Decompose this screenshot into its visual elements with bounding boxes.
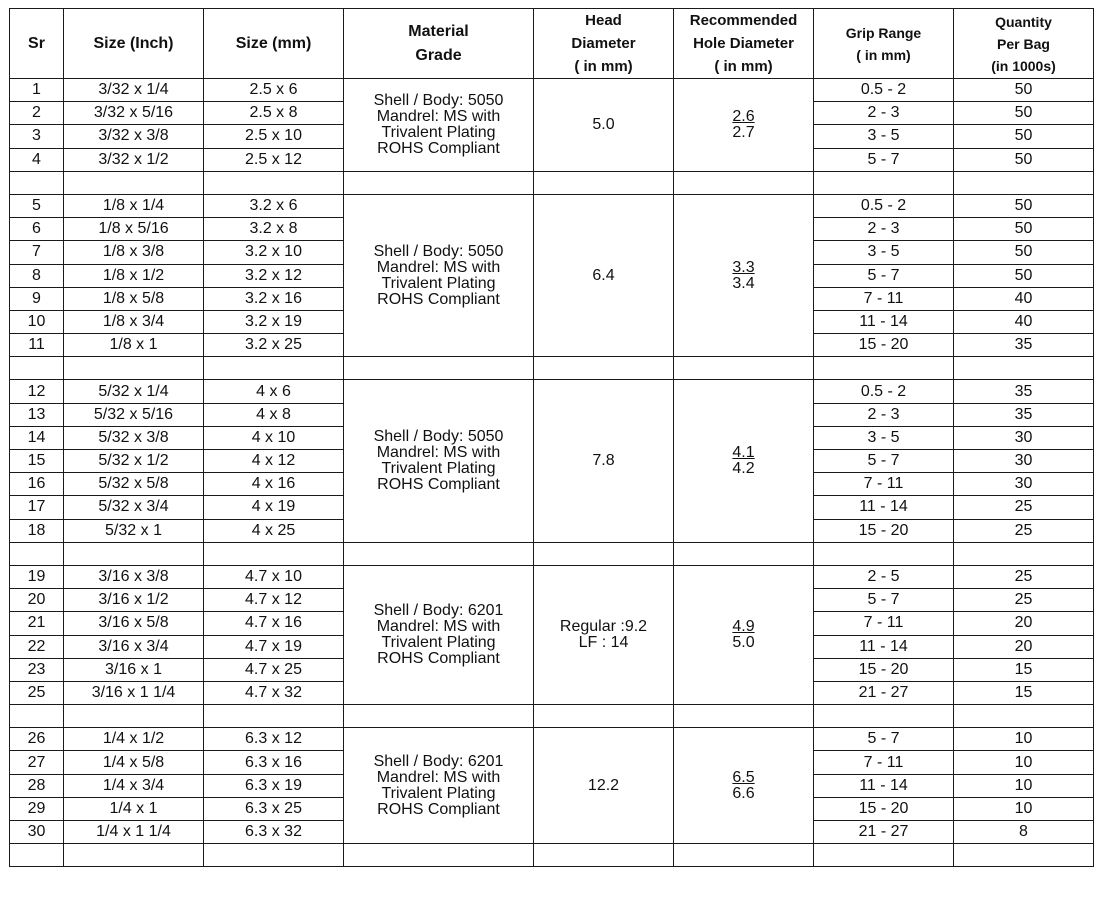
table-row bbox=[10, 194, 1094, 217]
empty-cell bbox=[674, 171, 814, 194]
empty-cell bbox=[344, 705, 534, 728]
cell-sr: 26 bbox=[10, 728, 64, 751]
header-head-diameter bbox=[534, 9, 674, 79]
cell-grip-range: 15 - 20 bbox=[814, 519, 954, 542]
cell-size-inch: 1/4 x 1/2 bbox=[64, 728, 204, 751]
cell-quantity: 35 bbox=[954, 334, 1094, 357]
cell-size-inch: 1/8 x 1 bbox=[64, 334, 204, 357]
cell-quantity: 50 bbox=[954, 148, 1094, 171]
material-grade-line: Mandrel: MS with bbox=[376, 107, 501, 125]
empty-cell bbox=[954, 844, 1094, 867]
header-hole-diameter-line: ( in mm) bbox=[714, 58, 773, 75]
cell-sr: 17 bbox=[10, 496, 64, 519]
cell-size-mm: 4 x 10 bbox=[204, 426, 344, 449]
material-grade-line: Mandrel: MS with bbox=[376, 768, 501, 786]
cell-quantity: 10 bbox=[954, 774, 1094, 797]
empty-cell bbox=[954, 171, 1094, 194]
empty-cell bbox=[954, 542, 1094, 565]
cell-material-grade bbox=[344, 728, 534, 844]
empty-cell bbox=[534, 542, 674, 565]
cell-sr: 22 bbox=[10, 635, 64, 658]
hole-diameter-max: 6.6 bbox=[732, 784, 755, 802]
cell-size-inch: 1/4 x 1 1/4 bbox=[64, 821, 204, 844]
cell-quantity: 20 bbox=[954, 612, 1094, 635]
cell-quantity: 50 bbox=[954, 264, 1094, 287]
cell-sr: 14 bbox=[10, 426, 64, 449]
empty-cell bbox=[10, 357, 64, 380]
cell-size-mm: 4.7 x 12 bbox=[204, 589, 344, 612]
table-body bbox=[10, 79, 1094, 867]
material-grade-line: Mandrel: MS with bbox=[376, 258, 501, 276]
empty-cell bbox=[204, 171, 344, 194]
cell-grip-range: 2 - 5 bbox=[814, 565, 954, 588]
empty-cell bbox=[64, 705, 204, 728]
empty-cell bbox=[954, 357, 1094, 380]
table-row bbox=[10, 380, 1094, 403]
cell-sr: 5 bbox=[10, 194, 64, 217]
cell-quantity: 25 bbox=[954, 565, 1094, 588]
cell-grip-range: 3 - 5 bbox=[814, 426, 954, 449]
cell-sr: 18 bbox=[10, 519, 64, 542]
empty-cell bbox=[64, 844, 204, 867]
cell-grip-range: 0.5 - 2 bbox=[814, 194, 954, 217]
cell-grip-range: 0.5 - 2 bbox=[814, 79, 954, 102]
hole-diameter-max: 4.2 bbox=[732, 460, 755, 478]
cell-grip-range: 5 - 7 bbox=[814, 148, 954, 171]
material-grade-line: Mandrel: MS with bbox=[376, 618, 501, 635]
cell-sr: 16 bbox=[10, 473, 64, 496]
material-grade-line: Trivalent Plating bbox=[381, 123, 496, 141]
cell-size-inch: 3/32 x 1/4 bbox=[64, 79, 204, 102]
cell-size-mm: 2.5 x 10 bbox=[204, 125, 344, 148]
cell-sr: 15 bbox=[10, 450, 64, 473]
header-head-diameter-line: Head bbox=[585, 12, 622, 29]
cell-size-mm: 3.2 x 16 bbox=[204, 287, 344, 310]
cell-sr: 1 bbox=[10, 79, 64, 102]
cell-size-inch: 1/8 x 5/16 bbox=[64, 218, 204, 241]
hole-diameter-max: 3.4 bbox=[732, 274, 755, 292]
cell-size-mm: 3.2 x 10 bbox=[204, 241, 344, 264]
cell-quantity: 50 bbox=[954, 194, 1094, 217]
empty-cell bbox=[674, 542, 814, 565]
cell-size-inch: 1/4 x 1 bbox=[64, 797, 204, 820]
cell-grip-range: 2 - 3 bbox=[814, 102, 954, 125]
material-grade-line: ROHS Compliant bbox=[377, 139, 500, 157]
cell-size-mm: 2.5 x 6 bbox=[204, 79, 344, 102]
cell-quantity: 15 bbox=[954, 658, 1094, 681]
cell-material-grade bbox=[344, 79, 534, 172]
header-head-diameter-line: ( in mm) bbox=[574, 58, 633, 75]
cell-quantity: 50 bbox=[954, 241, 1094, 264]
hole-diameter-max: 2.7 bbox=[732, 123, 755, 141]
material-grade-line: Mandrel: MS with bbox=[376, 444, 501, 462]
header-hole-diameter-line: Hole Diameter bbox=[693, 35, 794, 52]
cell-quantity: 35 bbox=[954, 403, 1094, 426]
header-grip-range-line: ( in mm) bbox=[856, 46, 911, 63]
cell-size-mm: 3.2 x 8 bbox=[204, 218, 344, 241]
empty-cell bbox=[814, 542, 954, 565]
cell-size-mm: 6.3 x 25 bbox=[204, 797, 344, 820]
empty-cell bbox=[954, 705, 1094, 728]
separator-row bbox=[10, 542, 1094, 565]
cell-quantity: 8 bbox=[954, 821, 1094, 844]
empty-cell bbox=[344, 171, 534, 194]
empty-cell bbox=[10, 705, 64, 728]
empty-cell bbox=[814, 171, 954, 194]
cell-material-grade bbox=[344, 194, 534, 356]
cell-size-inch: 3/16 x 5/8 bbox=[64, 612, 204, 635]
cell-material-grade bbox=[344, 565, 534, 704]
separator-row bbox=[10, 171, 1094, 194]
separator-row bbox=[10, 357, 1094, 380]
cell-grip-range: 21 - 27 bbox=[814, 821, 954, 844]
material-grade-line: ROHS Compliant bbox=[377, 476, 500, 494]
cell-quantity: 50 bbox=[954, 125, 1094, 148]
cell-quantity: 10 bbox=[954, 728, 1094, 751]
cell-sr: 4 bbox=[10, 148, 64, 171]
cell-head-diameter bbox=[534, 79, 674, 172]
cell-sr: 10 bbox=[10, 310, 64, 333]
cell-grip-range: 3 - 5 bbox=[814, 241, 954, 264]
cell-grip-range: 21 - 27 bbox=[814, 681, 954, 704]
cell-hole-diameter bbox=[674, 728, 814, 844]
empty-cell bbox=[204, 844, 344, 867]
header-sr: Sr bbox=[10, 9, 64, 79]
cell-size-mm: 4 x 16 bbox=[204, 473, 344, 496]
empty-cell bbox=[344, 542, 534, 565]
cell-quantity: 30 bbox=[954, 450, 1094, 473]
cell-grip-range: 15 - 20 bbox=[814, 797, 954, 820]
cell-material-grade bbox=[344, 380, 534, 542]
cell-quantity: 10 bbox=[954, 797, 1094, 820]
material-grade-line: Shell / Body: 5050 bbox=[373, 91, 504, 109]
cell-size-inch: 3/16 x 3/4 bbox=[64, 635, 204, 658]
empty-cell bbox=[64, 357, 204, 380]
cell-grip-range: 15 - 20 bbox=[814, 334, 954, 357]
empty-cell bbox=[534, 705, 674, 728]
cell-size-inch: 5/32 x 5/8 bbox=[64, 473, 204, 496]
cell-sr: 7 bbox=[10, 241, 64, 264]
cell-quantity: 30 bbox=[954, 473, 1094, 496]
cell-sr: 28 bbox=[10, 774, 64, 797]
cell-size-mm: 6.3 x 32 bbox=[204, 821, 344, 844]
cell-quantity: 35 bbox=[954, 380, 1094, 403]
cell-quantity: 15 bbox=[954, 681, 1094, 704]
head-diameter-line: Regular :9.2 bbox=[559, 618, 648, 635]
cell-grip-range: 2 - 3 bbox=[814, 403, 954, 426]
material-grade-line: Shell / Body: 5050 bbox=[373, 242, 504, 260]
cell-grip-range: 5 - 7 bbox=[814, 264, 954, 287]
cell-size-mm: 6.3 x 16 bbox=[204, 751, 344, 774]
cell-grip-range: 7 - 11 bbox=[814, 612, 954, 635]
header-row bbox=[10, 9, 1094, 79]
empty-cell bbox=[64, 542, 204, 565]
head-diameter-line: LF : 14 bbox=[578, 634, 629, 651]
cell-size-mm: 4.7 x 16 bbox=[204, 612, 344, 635]
cell-sr: 13 bbox=[10, 403, 64, 426]
empty-cell bbox=[674, 844, 814, 867]
empty-cell bbox=[674, 705, 814, 728]
material-grade-line: Trivalent Plating bbox=[381, 634, 496, 651]
header-size-inch: Size (Inch) bbox=[64, 9, 204, 79]
empty-cell bbox=[204, 705, 344, 728]
cell-grip-range: 11 - 14 bbox=[814, 635, 954, 658]
cell-quantity: 50 bbox=[954, 79, 1094, 102]
empty-cell bbox=[64, 171, 204, 194]
cell-size-mm: 4 x 8 bbox=[204, 403, 344, 426]
header-quantity-line: Quantity bbox=[995, 13, 1052, 30]
header-hole-diameter-line: Recommended bbox=[689, 12, 798, 29]
cell-sr: 30 bbox=[10, 821, 64, 844]
cell-quantity: 50 bbox=[954, 102, 1094, 125]
cell-size-inch: 5/32 x 3/4 bbox=[64, 496, 204, 519]
cell-size-inch: 3/32 x 5/16 bbox=[64, 102, 204, 125]
cell-head-diameter bbox=[534, 380, 674, 542]
cell-size-mm: 4 x 6 bbox=[204, 380, 344, 403]
cell-size-mm: 3.2 x 19 bbox=[204, 310, 344, 333]
header-hole-diameter bbox=[674, 9, 814, 79]
cell-grip-range: 7 - 11 bbox=[814, 751, 954, 774]
cell-size-inch: 5/32 x 1 bbox=[64, 519, 204, 542]
table-row bbox=[10, 728, 1094, 751]
cell-grip-range: 7 - 11 bbox=[814, 473, 954, 496]
cell-quantity: 25 bbox=[954, 496, 1094, 519]
cell-hole-diameter bbox=[674, 79, 814, 172]
cell-size-inch: 1/8 x 1/4 bbox=[64, 194, 204, 217]
cell-sr: 11 bbox=[10, 334, 64, 357]
cell-quantity: 10 bbox=[954, 751, 1094, 774]
empty-cell bbox=[344, 357, 534, 380]
empty-cell bbox=[10, 171, 64, 194]
cell-grip-range: 15 - 20 bbox=[814, 658, 954, 681]
cell-grip-range: 5 - 7 bbox=[814, 728, 954, 751]
material-grade-line: ROHS Compliant bbox=[377, 800, 500, 818]
head-diameter-line: 5.0 bbox=[592, 115, 615, 133]
cell-head-diameter bbox=[534, 728, 674, 844]
cell-sr: 3 bbox=[10, 125, 64, 148]
cell-size-mm: 4 x 12 bbox=[204, 450, 344, 473]
header-quantity-line: Per Bag bbox=[997, 35, 1050, 52]
cell-sr: 12 bbox=[10, 380, 64, 403]
cell-grip-range: 0.5 - 2 bbox=[814, 380, 954, 403]
material-grade-line: Shell / Body: 6201 bbox=[373, 752, 504, 770]
cell-grip-range: 11 - 14 bbox=[814, 496, 954, 519]
header-head-diameter-line: Diameter bbox=[571, 35, 636, 52]
separator-row bbox=[10, 705, 1094, 728]
empty-cell bbox=[674, 357, 814, 380]
cell-hole-diameter bbox=[674, 380, 814, 542]
cell-grip-range: 11 - 14 bbox=[814, 774, 954, 797]
material-grade-line: ROHS Compliant bbox=[377, 290, 500, 308]
empty-cell bbox=[814, 844, 954, 867]
header-grip-range-line: Grip Range bbox=[845, 24, 922, 41]
material-grade-line: ROHS Compliant bbox=[377, 650, 500, 667]
cell-sr: 23 bbox=[10, 658, 64, 681]
cell-size-inch: 1/8 x 5/8 bbox=[64, 287, 204, 310]
cell-size-inch: 5/32 x 1/4 bbox=[64, 380, 204, 403]
cell-sr: 2 bbox=[10, 102, 64, 125]
hole-diameter-min: 3.3 bbox=[732, 258, 755, 276]
cell-size-mm: 3.2 x 25 bbox=[204, 334, 344, 357]
empty-cell bbox=[10, 844, 64, 867]
cell-quantity: 40 bbox=[954, 287, 1094, 310]
cell-size-mm: 2.5 x 12 bbox=[204, 148, 344, 171]
cell-size-inch: 3/32 x 1/2 bbox=[64, 148, 204, 171]
material-grade-line: Shell / Body: 6201 bbox=[373, 602, 504, 619]
hole-diameter-min: 4.1 bbox=[732, 444, 755, 462]
cell-size-inch: 3/16 x 1 bbox=[64, 658, 204, 681]
hole-diameter-min: 4.9 bbox=[732, 618, 755, 635]
empty-cell bbox=[204, 357, 344, 380]
head-diameter-line: 12.2 bbox=[587, 776, 620, 794]
cell-grip-range: 5 - 7 bbox=[814, 589, 954, 612]
hole-diameter-min: 2.6 bbox=[732, 107, 755, 125]
cell-size-inch: 3/16 x 1/2 bbox=[64, 589, 204, 612]
rivet-spec-table bbox=[9, 8, 1094, 867]
cell-size-inch: 1/8 x 3/8 bbox=[64, 241, 204, 264]
cell-sr: 29 bbox=[10, 797, 64, 820]
hole-diameter-max: 5.0 bbox=[732, 634, 755, 651]
cell-size-mm: 3.2 x 6 bbox=[204, 194, 344, 217]
cell-size-mm: 4 x 25 bbox=[204, 519, 344, 542]
header-grip-range bbox=[814, 9, 954, 79]
cell-sr: 6 bbox=[10, 218, 64, 241]
cell-size-mm: 4.7 x 10 bbox=[204, 565, 344, 588]
cell-grip-range: 5 - 7 bbox=[814, 450, 954, 473]
separator-row bbox=[10, 844, 1094, 867]
cell-size-inch: 3/16 x 1 1/4 bbox=[64, 681, 204, 704]
empty-cell bbox=[10, 542, 64, 565]
cell-quantity: 25 bbox=[954, 589, 1094, 612]
header-material-grade-line: Material bbox=[408, 22, 469, 40]
cell-quantity: 25 bbox=[954, 519, 1094, 542]
cell-sr: 19 bbox=[10, 565, 64, 588]
empty-cell bbox=[204, 542, 344, 565]
cell-grip-range: 7 - 11 bbox=[814, 287, 954, 310]
material-grade-line: Trivalent Plating bbox=[381, 274, 496, 292]
cell-sr: 8 bbox=[10, 264, 64, 287]
cell-size-inch: 1/4 x 5/8 bbox=[64, 751, 204, 774]
cell-quantity: 20 bbox=[954, 635, 1094, 658]
cell-sr: 20 bbox=[10, 589, 64, 612]
cell-size-inch: 5/32 x 3/8 bbox=[64, 426, 204, 449]
cell-head-diameter bbox=[534, 565, 674, 704]
empty-cell bbox=[814, 357, 954, 380]
cell-grip-range: 11 - 14 bbox=[814, 310, 954, 333]
cell-hole-diameter bbox=[674, 194, 814, 356]
table-row bbox=[10, 565, 1094, 588]
header-material-grade-line: Grade bbox=[415, 46, 462, 64]
cell-size-mm: 3.2 x 12 bbox=[204, 264, 344, 287]
head-diameter-line: 6.4 bbox=[592, 266, 615, 284]
cell-grip-range: 2 - 3 bbox=[814, 218, 954, 241]
material-grade-line: Shell / Body: 5050 bbox=[373, 428, 504, 446]
material-grade-line: Trivalent Plating bbox=[381, 460, 496, 478]
header-size-mm: Size (mm) bbox=[204, 9, 344, 79]
cell-sr: 21 bbox=[10, 612, 64, 635]
cell-size-mm: 6.3 x 12 bbox=[204, 728, 344, 751]
empty-cell bbox=[534, 171, 674, 194]
cell-grip-range: 3 - 5 bbox=[814, 125, 954, 148]
header-quantity-line: (in 1000s) bbox=[991, 57, 1056, 74]
header-quantity bbox=[954, 9, 1094, 79]
head-diameter-line: 7.8 bbox=[592, 452, 615, 470]
cell-hole-diameter bbox=[674, 565, 814, 704]
material-grade-line: Trivalent Plating bbox=[381, 784, 496, 802]
cell-size-mm: 6.3 x 19 bbox=[204, 774, 344, 797]
table-row bbox=[10, 79, 1094, 102]
cell-quantity: 30 bbox=[954, 426, 1094, 449]
cell-sr: 25 bbox=[10, 681, 64, 704]
cell-size-inch: 1/8 x 1/2 bbox=[64, 264, 204, 287]
cell-sr: 27 bbox=[10, 751, 64, 774]
cell-size-mm: 2.5 x 8 bbox=[204, 102, 344, 125]
cell-quantity: 40 bbox=[954, 310, 1094, 333]
empty-cell bbox=[534, 357, 674, 380]
cell-size-inch: 5/32 x 5/16 bbox=[64, 403, 204, 426]
cell-size-mm: 4 x 19 bbox=[204, 496, 344, 519]
cell-size-inch: 1/8 x 3/4 bbox=[64, 310, 204, 333]
cell-sr: 9 bbox=[10, 287, 64, 310]
cell-size-mm: 4.7 x 32 bbox=[204, 681, 344, 704]
cell-size-mm: 4.7 x 25 bbox=[204, 658, 344, 681]
header-material-grade bbox=[344, 9, 534, 79]
hole-diameter-min: 6.5 bbox=[732, 768, 755, 786]
empty-cell bbox=[814, 705, 954, 728]
empty-cell bbox=[344, 844, 534, 867]
cell-size-inch: 3/32 x 3/8 bbox=[64, 125, 204, 148]
empty-cell bbox=[534, 844, 674, 867]
cell-head-diameter bbox=[534, 194, 674, 356]
cell-size-mm: 4.7 x 19 bbox=[204, 635, 344, 658]
cell-size-inch: 3/16 x 3/8 bbox=[64, 565, 204, 588]
cell-quantity: 50 bbox=[954, 218, 1094, 241]
cell-size-inch: 1/4 x 3/4 bbox=[64, 774, 204, 797]
cell-size-inch: 5/32 x 1/2 bbox=[64, 450, 204, 473]
